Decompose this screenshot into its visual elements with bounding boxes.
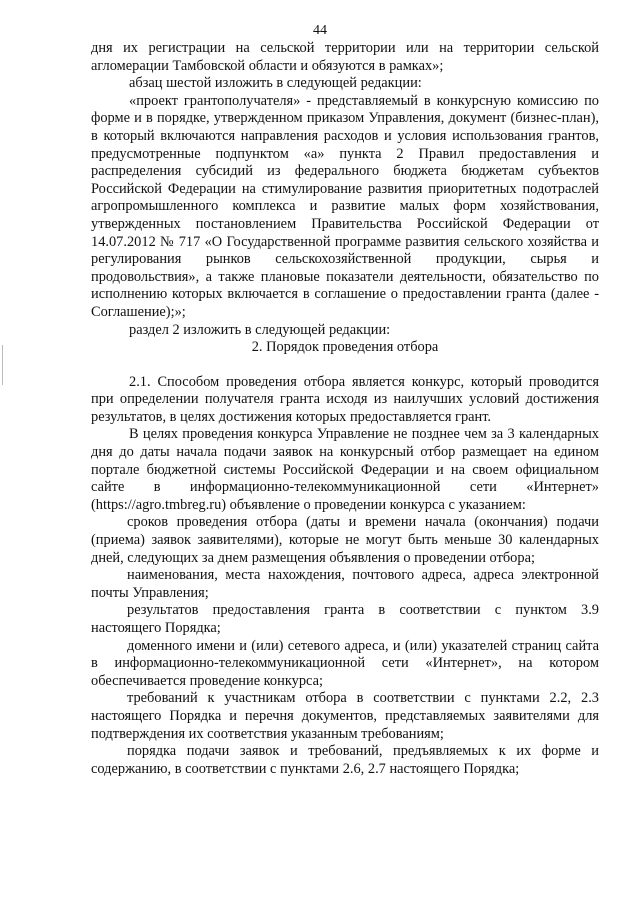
- list-item-contacts: наименования, места нахождения, почтового адреса, адреса электронной почты Управления;: [91, 567, 599, 601]
- list-item-submission-order: порядка подачи заявок и требований, предъявляемых к их форме и содержанию, в соответствии с пунктами 2.6, 2.7 настоящего Порядка;: [91, 743, 599, 777]
- document-body: [91, 40, 599, 778]
- paragraph-2-1: 2.1. Способом проведения отбора является конкурс, который проводится при определении получателя гранта исходя из наилучших условий достижения результатов, в целях достижения которых предоставляется грант.: [91, 373, 599, 425]
- paragraph-grant-project-definition: «проект грантополучателя» - представляемый в конкурсную комиссию по форме и в порядке, утвержденном приказом Управления, документ (бизнес-план), в который включаются направления расходов и условия использования грантов, предусмотренные подпунктом «а» пункта 2 Правил предоставления и распределения субсидий из федерального бюджета бюджетам субъектов Российской Федерации на стимулирование развития приоритетных подотраслей агропромышленного комплекса и развитие малых форм хозяйствования, утвержденных постановлением Правительства Российской Федерации от 14.07.2012 № 717 «О Государственной программе развития сельского хозяйства и регулирования рынков сельскохозяйственной продукции, сырья и продовольствия», а также плановые показатели деятельности, обязательство по исполнению которых включается в соглашение о предоставлении гранта (далее - Соглашение);»;: [91, 92, 599, 320]
- list-item-domain: доменного имени и (или) сетевого адреса, и (или) указателей страниц сайта в информационно-телекоммуникационной сети «Интернет», на котором обеспечивается проведение конкурса;: [91, 637, 599, 689]
- paragraph-announcement: В целях проведения конкурса Управление не позднее чем за 3 календарных дня до даты начала подачи заявок на конкурсный отбор размещает на едином портале бюджетной системы Российской Федерации и на своем официальном сайте в информационно-телекоммуникационной сети «Интернет» (https://agro.tmbreg.ru) объявление о проведении конкурса с указанием:: [91, 426, 599, 513]
- paragraph-section-intro: раздел 2 изложить в следующей редакции:: [129, 321, 391, 338]
- paragraph-amendment-intro: абзац шестой изложить в следующей редакции:: [129, 75, 422, 92]
- page-number: 44: [313, 23, 327, 38]
- list-item-requirements: требований к участникам отбора в соответствии с пунктами 2.2, 2.3 настоящего Порядка и перечня документов, представляемых заявителями для подтверждения их соответствия указанным требованиям;: [91, 690, 599, 742]
- scan-edge-mark: [2, 345, 3, 385]
- list-item-results: результатов предоставления гранта в соответствии с пунктом 3.9 настоящего Порядка;: [91, 602, 599, 636]
- section-heading: 2. Порядок проведения отбора: [251, 339, 439, 356]
- list-item-deadlines: сроков проведения отбора (даты и времени начала (окончания) подачи (приема) заявок заявителями), которые не могут быть меньше 30 календарных дней, следующих за днем размещения объявления о проведении отбора;: [91, 514, 599, 566]
- paragraph-continuation: дня их регистрации на сельской территории или на территории сельской агломерации Тамбовской области и обязуются в рамках»;: [91, 40, 599, 74]
